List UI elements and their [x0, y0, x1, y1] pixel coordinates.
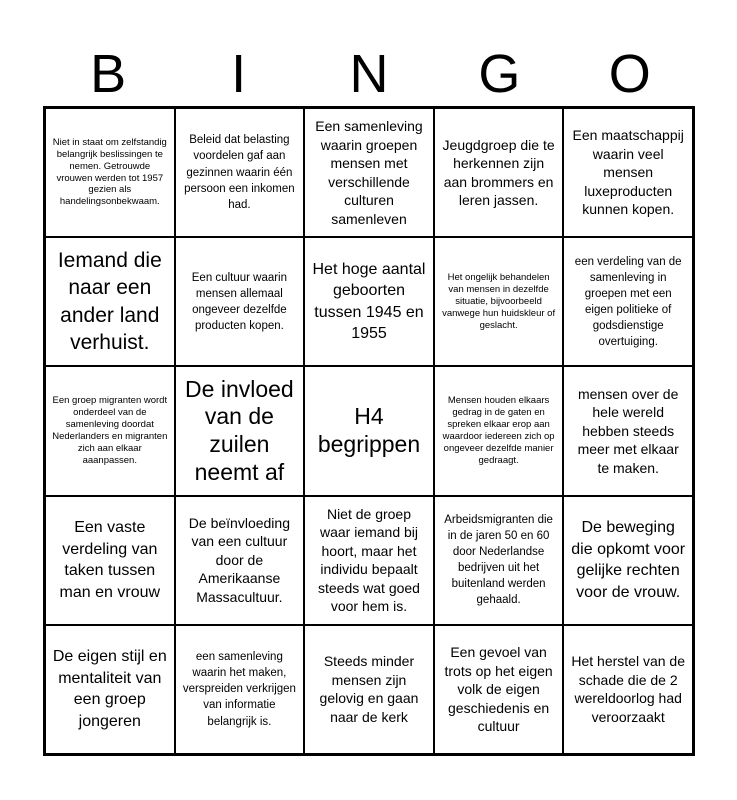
bingo-cell[interactable] — [175, 237, 305, 366]
cell-text: een verdeling van de samenleving in groepen met een eigen politieke of godsdienstige overtuiging. — [574, 255, 682, 348]
cell-text: Steeds minder mensen zijn gelovig en gaan naar de kerk — [319, 653, 419, 725]
bingo-cell[interactable] — [175, 496, 305, 625]
cell-text: De beweging die opkomt voor gelijke rechten voor de vrouw. — [571, 519, 686, 601]
cell-text: Iemand die naar een ander land verhuist. — [57, 249, 162, 355]
header-letter-i: I — [231, 44, 247, 104]
bingo-cell[interactable] — [304, 625, 434, 754]
cell-text: een samenleving waarin het maken, verspreiden verkrijgen van informatie belangrijk is. — [182, 651, 296, 728]
bingo-cell[interactable] — [563, 625, 693, 754]
cell-text: Arbeidsmigranten die in de jaren 50 en 60 door Nederlandse bedrijven uit het buitenland werden gehaald. — [444, 513, 553, 607]
cell-text: H4 begrippen — [317, 403, 421, 457]
bingo-cell[interactable] — [434, 366, 564, 495]
cell-text: mensen over de hele wereld hebben steeds meer met elkaar te maken. — [577, 385, 679, 476]
cell-text: Niet in staat om zelfstandig belangrijk beslissingen te nemen. Getrouwde vrouwen werden tot 1957 gezien als handelingsonbekwaam. — [52, 136, 167, 208]
bingo-cell[interactable] — [45, 237, 175, 366]
bingo-cell[interactable] — [304, 108, 434, 237]
cell-text: De beïnvloeding van een cultuur door de Amerikaanse Massacultuur. — [188, 515, 290, 605]
cell-text: Beleid dat belasting voordelen gaf aan gezinnen waarin één persoon een inkomen had. — [184, 134, 295, 211]
cell-text: Het hoge aantal geboorten tussen 1945 en 1955 — [312, 260, 426, 343]
bingo-cell[interactable] — [175, 625, 305, 754]
bingo-cell[interactable] — [45, 496, 175, 625]
cell-text: Een vaste verdeling van taken tussen man en vrouw — [59, 519, 161, 601]
bingo-cell[interactable] — [563, 366, 693, 495]
cell-text: Een samenleving waarin groepen mensen met verschillende culturen samenleven — [315, 118, 423, 227]
cell-text: De invloed van de zuilen neemt af — [185, 375, 294, 485]
bingo-cell[interactable] — [45, 366, 175, 495]
header-letter-g: G — [478, 44, 521, 104]
bingo-cell[interactable] — [434, 237, 564, 366]
cell-text: Het herstel van de schade die de 2 wereldoorlog had veroorzaakt — [571, 653, 685, 725]
bingo-cell[interactable] — [563, 496, 693, 625]
bingo-cell[interactable] — [434, 496, 564, 625]
bingo-cell[interactable] — [434, 625, 564, 754]
bingo-cell[interactable] — [175, 108, 305, 237]
bingo-grid — [43, 106, 695, 756]
cell-text: Een cultuur waarin mensen allemaal ongeveer dezelfde producten kopen. — [191, 271, 288, 332]
bingo-cell[interactable] — [175, 366, 305, 495]
bingo-cell[interactable] — [45, 108, 175, 237]
bingo-cell[interactable] — [563, 108, 693, 237]
cell-text: Jeugdgroep die te herkennen zijn aan brommers en leren jassen. — [442, 136, 555, 209]
header-letter-n: N — [349, 44, 389, 104]
bingo-free-cell[interactable] — [304, 366, 434, 495]
cell-text: Een gevoel van trots op het eigen volk de eigen geschiedenis en cultuur — [444, 644, 553, 735]
bingo-cell[interactable] — [45, 625, 175, 754]
header-letter-b: B — [90, 44, 127, 104]
bingo-header — [43, 42, 695, 106]
cell-text: Een maatschappij waarin veel mensen luxeproducten kunnen kopen. — [572, 127, 684, 218]
cell-text: Het ongelijk behandelen van mensen in dezelfde situatie, bijvoorbeeld vanwege hun huidskleur of geslacht. — [442, 272, 556, 331]
bingo-cell[interactable] — [304, 496, 434, 625]
bingo-cell[interactable] — [434, 108, 564, 237]
cell-text: Niet de groep waar iemand bij hoort, maar het individu bepaalt steeds wat goed voor hem is. — [318, 505, 420, 615]
cell-text: Mensen houden elkaars gedrag in de gaten en spreken elkaar erop aan waardoor iedereen zich op ongeveer dezelfde manier gedraagt. — [442, 395, 555, 466]
bingo-cell[interactable] — [304, 237, 434, 366]
cell-text: De eigen stijl en mentaliteit van een groep jongeren — [52, 648, 167, 730]
bingo-cell[interactable] — [563, 237, 693, 366]
header-letter-o: O — [608, 44, 651, 104]
cell-text: Een groep migranten wordt onderdeel van de samenleving doordat Nederlanders en migranten zich aan elkaar aaanpassen. — [52, 395, 168, 466]
